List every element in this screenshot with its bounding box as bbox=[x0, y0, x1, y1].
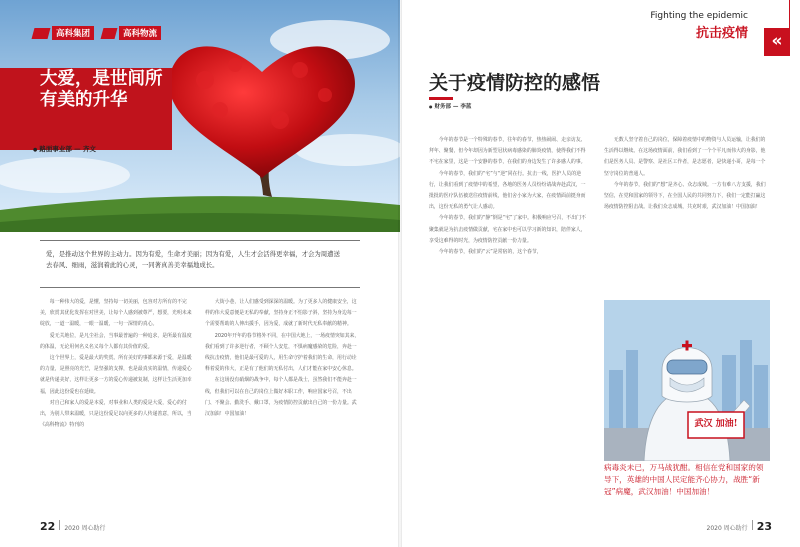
right-column-2 bbox=[604, 135, 770, 285]
title-rule bbox=[429, 97, 453, 100]
paragraph: 今年的春节，我们的“宅”与“逆”同在行。抗击一线，医护人员的逆行，让我们看到了疫情中的希望，各地的医务人员纷纷请战奔赴武汉，一批批的医疗队伍被送往疫情前线，他们舍小家为大家，在疫情面前挺身而出，这份无私的勇气让人感动。 bbox=[429, 170, 586, 211]
page-number: 22 bbox=[40, 520, 56, 533]
footer-text: 2020 周心助行 bbox=[64, 525, 106, 532]
left-column-2 bbox=[205, 297, 360, 509]
page-footer-left bbox=[40, 520, 106, 533]
paragraph: 每一种伟大的爱，是懂，坚持每一切美丽，包容对方所有的不完美，欣赏其优化发挥在对世美，让每个人感到被尊严，想要，光明未来绽放，一道一温暖，一眼一温暖，一句一深情的真心。 bbox=[40, 299, 192, 328]
paragraph: 大街小巷，让人们感受到深深的温暖。为了更多人的健康安全，这样的伟大爱意便是无私的奉献，坚持身正不怕影子斜，坚持为身边每一个需要帮助的人伸出援手，因为爱，成就了新时代无私奉献的精神。 bbox=[205, 299, 357, 328]
paragraph: 今年的春节，我们的“静”倒是“宅”了家中。积极响应号召，不出门不聚集就是为抗击疫情做贡献，宅在家中也可以学习新的知识，陪伴家人，享受这难得的时光，为疫情防控贡献一份力量。 bbox=[429, 215, 586, 244]
illustration-sign-text: 武汉 加油! bbox=[694, 419, 738, 429]
logo-gaoke-group bbox=[33, 26, 94, 40]
hero-title: 大爱，是世间所有美的升华 bbox=[40, 69, 163, 110]
footer-text: 2020 周心助行 bbox=[706, 525, 748, 532]
header-line bbox=[789, 0, 790, 28]
article-author: ● 财务部 — 李蓝 bbox=[429, 102, 471, 110]
paragraph: 今年的春节，我们的“云”是常宿的，这个春节， bbox=[438, 249, 542, 256]
lead-divider-top bbox=[40, 240, 360, 241]
right-page bbox=[400, 0, 800, 547]
article-title: 关于疫情防控的感悟 bbox=[429, 72, 601, 94]
logo-text-group: 高科集团 bbox=[52, 26, 94, 40]
paragraph: 对自己和家人的爱是本爱，对事业和人类的爱是大爱，爱心的付出，为别人带来温暖，只是这份爱足以向更多的人传递善意，所以，当《高科物流》特刊的 bbox=[40, 399, 192, 429]
logistics-logo-icon bbox=[101, 28, 118, 39]
logo-gaoke-logistics bbox=[102, 26, 161, 40]
company-logos bbox=[33, 26, 161, 40]
paragraph: 无数人坚守着自己的岗位，保障着疫情中的物资与人员运输，让我们的生活得以继续。在这场疫情面前，我们看到了一个个平凡而伟大的身影，他们是医务人员、是警察、是社区工作者，是志愿者，是快递小哥，是每一个坚守岗位的普通人。 bbox=[604, 137, 766, 177]
paragraph: 爱无关地位，是凡尘社会，当事最普遍的一种追求，是所最有温度的体温，无论用何名义名义每个人都有其价值的爱。 bbox=[40, 332, 192, 350]
paragraph: 今年的春节是一个特殊的春节，往年的春节，热热闹闹、走亲访友、拜年、聚餐，但今年却因为新型冠状病毒感染的肺炎疫情，使得我们不得不宅在家里，这是一个安静的春节，在我们的身边发生了许多感人的事。 bbox=[429, 137, 586, 166]
section-header bbox=[650, 11, 748, 41]
paragraph: 今年的春节，我们的“想”是齐心、众志成城。一方有难八方支援，我们坚信，在党和国家的领导下，在全国人民的共同努力下，我们一定能打赢这场疫情防控阻击战。让我们众志成城，共克时艰，武汉加油！中国加油！ bbox=[604, 181, 766, 211]
paragraph: 在这场没有硝烟的战争中，每个人都是战士，虽然我们不能奔赴一线，但我们可以在自己的岗位上做好本职工作，响应国家号召，不出门、不聚会、勤洗手、戴口罩，为疫情防控贡献出自己的一份力量。武汉加油！中国加油！ bbox=[205, 377, 357, 418]
page-footer-right bbox=[707, 520, 773, 533]
illustration-caption: 病毒炎未已，万马战犹酣。相信在党和国家的领导下，英雄的中国人民定能齐心协力，战胜“新冠”病魔，武汉加油！中国加油！ bbox=[604, 463, 764, 496]
right-column-1 bbox=[429, 135, 589, 509]
protective-suit-doctor-icon bbox=[604, 300, 770, 461]
chevron-left-icon: « bbox=[764, 28, 790, 56]
paragraph: 2020年开年的春节格外不同，在中国大地上，一场疫情突如其来，我们看到了许多逆行者，不顾个人安危，不惧病魔感染的危险，奔赴一线抗击疫情，他们是最可爱的人，用生命守护着我们的生命，用行动诠释着爱的伟大，正是有了他们的无私付出，人们才能在家中安心休息。 bbox=[205, 332, 360, 373]
section-header-en: Fighting the epidemic bbox=[650, 11, 748, 21]
lead-paragraph: 爱，是推动这个世界的主动力。因为有爱，生命才美丽；因为有爱，人生才会活得更幸福，才会为周遭送去春风、细雨，滋润着此的心灵，一同著真善美幸福地成长。 bbox=[46, 250, 340, 269]
book-spine bbox=[398, 0, 402, 547]
hero-author: ● 路面事业部 — 齐文 bbox=[33, 144, 96, 153]
footer-separator bbox=[752, 520, 753, 530]
hero-image bbox=[0, 0, 400, 232]
left-column-1 bbox=[40, 297, 195, 509]
footer-separator bbox=[59, 520, 60, 530]
page-number: 23 bbox=[756, 520, 772, 533]
lead-divider-bottom bbox=[40, 287, 360, 288]
doctor-illustration bbox=[604, 300, 770, 461]
logo-text-logistics: 高科物流 bbox=[119, 26, 161, 40]
gaoke-logo-icon bbox=[32, 28, 51, 39]
section-header-cn: 抗击疫情 bbox=[695, 26, 748, 41]
paragraph: 这个世界上，爱是最大的奖赏。所有美好的事都来源于爱，是温暖的力量，是照亮的光芒，是坚强的支撑，也是最真实的温情，传递爱心就是传递美好，这样让更多一方的爱心传递被复制，这样让生活更加幸福，因此这份爱也在延续。 bbox=[40, 355, 192, 395]
